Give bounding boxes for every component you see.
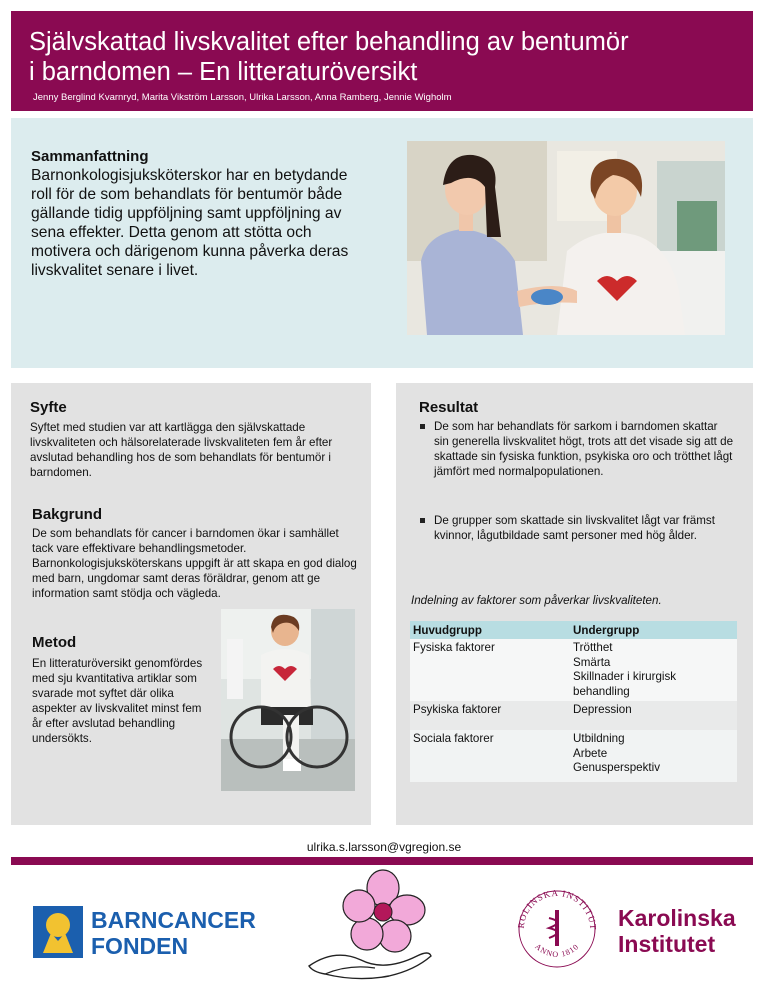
bullet-text: De grupper som skattade sin livskvalitet lågt var främst kvinnor, lågutbildade samt personer med hög ålder. — [434, 514, 715, 542]
syfte-text: Syftet med studien var att kartlägga den självskattade livskvaliteten och hälsorelaterade livskvaliteten fem år efter avslutad behandling hos de som behandlats för bentumör i barndomen. — [30, 421, 333, 479]
table-cell: Sociala faktorer — [410, 730, 570, 782]
factors-table — [410, 621, 737, 782]
resultat-bullet — [434, 419, 734, 479]
sub-item: Skillnader i kirurgisk — [573, 670, 677, 683]
bakgrund-text: De som behandlats för cancer i barndomen ökar i samhället tack vare effektivare behandlingsmetoder. Barnonkologisjuksköterskans uppgift är att skapa en god dialog med barn, ungdomar samt deras föräldrar, genom att ge information samt stödja och vägleda. — [32, 527, 357, 600]
bakgrund-heading: Bakgrund — [32, 506, 103, 523]
table-cell — [570, 639, 737, 701]
bullet-icon — [420, 518, 425, 523]
table-caption: Indelning av faktorer som påverkar livskvaliteten. — [411, 594, 662, 607]
poster-title — [29, 27, 739, 87]
table-header-row — [410, 621, 737, 639]
logo-text: Institutet — [618, 931, 716, 957]
table-row — [410, 639, 737, 701]
sub-item: Genusperspektiv — [573, 761, 660, 774]
barncancerfonden-logo — [33, 903, 256, 961]
table-cell — [570, 701, 737, 730]
metod-heading: Metod — [32, 634, 77, 651]
footer-bar — [11, 857, 753, 865]
sub-item: Depression — [573, 703, 632, 716]
column-header: Undergrupp — [570, 621, 737, 639]
title-line-2: i barndomen – En litteraturöversikt — [29, 58, 418, 86]
poster-header — [11, 11, 753, 111]
summary-text: Barnonkologisjuksköterskor har en betydande roll för de som behandlats för bentumör både gällande tidig uppföljning samt uppföljning av sena effekter. Detta genom att stötta och motivera och därigenom kunna påverka deras livskvalitet senare i livet. — [31, 167, 349, 279]
sub-item: Arbete — [573, 746, 608, 760]
bullet-text: De som har behandlats för sarkom i barndomen skattar sin generella livskvalitet högt, trots att det visade sig att de skattade sin fysiska funktion, psykiska oro och trötthet lågt jämfört med normalpopulationen. — [434, 420, 734, 478]
column-header: Huvudgrupp — [410, 621, 570, 639]
sub-item: behandling — [573, 684, 630, 698]
logo-text: FONDEN — [91, 933, 189, 959]
sub-item: Trötthet — [573, 641, 613, 654]
table-cell: Fysiska faktorer — [410, 639, 570, 701]
right-panel — [396, 383, 753, 825]
sub-item: Smärta — [573, 655, 611, 669]
karolinska-logo — [516, 888, 748, 970]
table-cell: Psykiska faktorer — [410, 701, 570, 730]
table-row — [410, 701, 737, 730]
seal-text: ROLINSKA INSTITUT — [516, 888, 599, 931]
author-list: Jenny Berglind Kvarnryd, Marita Vikström Larsson, Ulrika Larsson, Anna Ramberg, Jennie Wigholm — [33, 92, 452, 103]
logo-text: BARNCANCER — [91, 907, 256, 933]
contact-email[interactable]: ulrika.s.larsson@vgregion.se — [306, 840, 462, 854]
title-line-1: Självskattad livskvalitet efter behandling av bentumör — [29, 28, 629, 56]
syfte-heading: Syfte — [30, 399, 67, 416]
nurse-patient-photo — [407, 141, 725, 335]
bullet-icon — [420, 424, 425, 429]
resultat-bullet — [434, 513, 734, 543]
summary-heading: Sammanfattning — [31, 148, 149, 165]
seal-text: ANNO 1810 — [533, 941, 581, 960]
left-panel — [11, 383, 371, 825]
table-row — [410, 730, 737, 782]
table-cell — [570, 730, 737, 782]
sub-item: Utbildning — [573, 732, 625, 745]
summary-section — [11, 118, 753, 368]
flower-hand-logo — [305, 868, 435, 983]
logo-text: Karolinska — [618, 905, 736, 931]
metod-text: En litteraturöversikt genomfördes med sju kvantitativa artiklar som svarade mot syftet där olika aspekter av livskvalitet minst fem år efter avslutad behandling undersökts. — [32, 657, 203, 745]
resultat-heading: Resultat — [419, 399, 479, 416]
wheelchair-photo — [221, 609, 355, 791]
